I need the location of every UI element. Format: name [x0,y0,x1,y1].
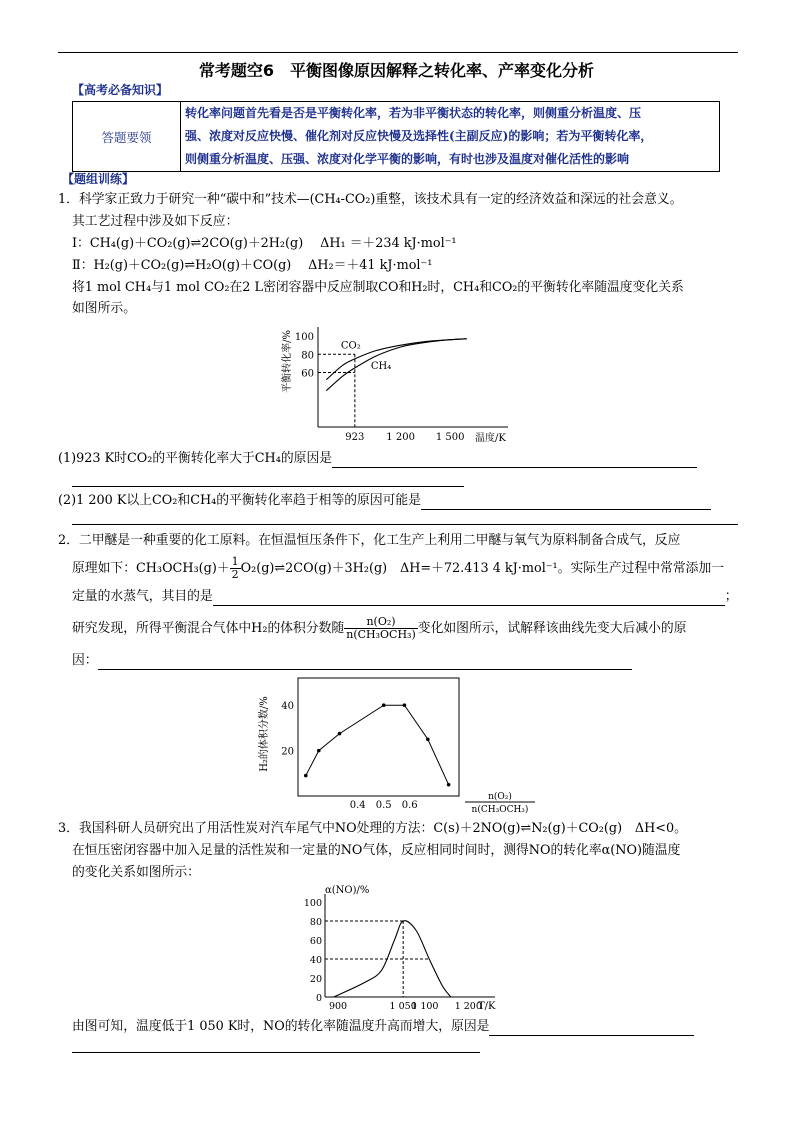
data-point [382,703,386,707]
knowledge-tag: 【高考必备知识】 [72,83,169,97]
q3-line: 在恒压密闭容器中加入足量的活性炭和一定量的NO气体，反应相同时间时，测得NO的转化率α(NO)随温度 [72,843,681,858]
q2-reaction-pre: 原理如下：CH₃OCH₃(g)＋ [72,561,230,576]
y-tick-label: 40 [309,955,322,966]
series-label: CO₂ [340,340,361,352]
q1-reaction-1: Ⅰ：CH₄(g)＋CO₂(g)⇌2CO(g)＋2H₂(g) ΔH₁ ＝＋234 kJ·mol⁻¹ [72,236,457,251]
y-axis-label: H₂的体积分数/% [259,696,270,772]
chart-3-no-conversion [290,882,505,1014]
q2-research-post: 变化如图所示，试解释该曲线先变大后减小的原 [417,621,687,636]
data-point [304,774,308,778]
x-tick-label: 1 100 [411,1001,439,1012]
q2-purpose-end: ； [724,589,738,604]
x-tick-label: 923 [345,432,365,443]
y-tick-label: 0 [315,993,322,1004]
q2-purpose-text: 定量的水蒸气，其目的是 [72,589,213,604]
y-tick-label: 60 [309,936,322,947]
q2-reaction-post: O₂(g)⇌2CO(g)＋3H₂(g) ΔH=＋72.413 4 kJ·mol⁻¹。实际生产过程中常常添加一 [240,561,725,576]
x-tick-label: 0.6 [401,800,418,811]
q3-answer-blank[interactable] [489,1021,694,1036]
y-tick-label: 100 [294,332,314,344]
q2-research-pre: 研究发现，所得平衡混合气体中H₂的体积分数随 [72,621,345,636]
q2-reason [72,652,632,670]
y-tick-label: 80 [309,917,322,928]
q3-question [72,1018,694,1036]
x-axis-label-denominator: n(CH₃OCH₃) [471,805,529,815]
chart-2-plot [257,678,535,815]
q2-reason-text: 因： [72,653,98,668]
ratio-numerator: n(O₂) [344,616,418,629]
y-tick-label: 20 [309,974,322,985]
q1-sub2 [58,492,711,510]
q3-line: 的变化关系如图所示： [72,865,200,880]
x-tick-label: 1 200 [454,1001,482,1012]
data-point [403,703,407,707]
ratio-denominator: n(CH₃OCH₃) [346,628,416,641]
q2-research [72,614,687,644]
q1-line: 如图所示。 [72,301,136,316]
x-tick-label: 0.5 [375,800,392,811]
q1-sub2-answer-blank[interactable] [421,495,711,510]
x-axis-label: T/K [478,1001,496,1012]
header-rule [58,52,738,53]
x-tick-label: 1 050 [389,1001,417,1012]
q2-line: 2．二甲醚是一种重要的化工原料。在恒温恒压条件下，化工生产上利用二甲醚与氧气为原料制备合成气，反应 [58,533,681,548]
x-tick-label: 1 200 [386,432,415,443]
q1-sub2-answer-blank-2[interactable] [72,524,738,525]
knowledge-line: 强、浓度对反应快慢、催化剂对反应快慢及选择性(主副反应)的影响；若为平衡转化率， [185,129,653,143]
data-point [338,732,342,736]
series-line [306,705,449,784]
chart-3-plot [304,885,496,1012]
data-point [426,737,430,741]
y-axis-label: 平衡转化率/% [282,330,293,393]
q1-sub1 [58,450,697,468]
y-tick-label: 40 [281,701,294,713]
data-point [317,749,321,753]
q2-purpose-answer-blank[interactable] [213,591,725,606]
q2-reaction [72,556,724,581]
q1-line: 1．科学家正致力于研究一种“碳中和”技术—(CH₄-CO₂)重整，该技术具有一定的经济效益和深远的社会意义。 [58,192,683,207]
x-tick-label: 1 500 [435,432,465,443]
chart-2-h2-fraction [255,676,540,818]
training-tag: 【题组训练】 [62,172,135,186]
y-axis-label: α(NO)/% [325,885,370,896]
q1-reaction-2: Ⅱ：H₂(g)＋CO₂(g)⇌H₂O(g)＋CO(g) ΔH₂＝＋41 kJ·mol⁻¹ [72,258,433,273]
plot-frame [298,678,459,796]
q1-sub2-text: (2)1 200 K以上CO₂和CH₄的平衡转化率趋于相等的原因可能是 [58,493,422,508]
x-axis-label: 温度/K [475,433,506,444]
half-numerator: 1 [231,555,239,568]
knowledge-line: 则侧重分析温度、压强、浓度对化学平衡的影响，有时也涉及温度对催化活性的影响 [185,152,630,166]
chart-1-plot [280,327,508,444]
knowledge-text [181,102,720,172]
knowledge-line: 转化率问题首先看是否是平衡转化率，若为非平衡状态的转化率，则侧重分析温度、压 [185,106,642,120]
y-tick-label: 20 [281,746,294,758]
data-point [447,783,451,787]
q2-purpose [72,588,738,606]
x-tick-label: 900 [328,1001,348,1012]
q1-sub1-text: (1)923 K时CO₂的平衡转化率大于CH₄的原因是 [58,451,333,466]
y-tick-label: 100 [303,898,322,909]
q1-sub1-answer-blank-2[interactable] [72,486,464,487]
half-denominator: 2 [231,568,239,581]
knowledge-table [72,101,720,172]
chart-1-conversion-vs-temperature [270,322,520,447]
knowledge-label: 答题要领 [73,102,181,172]
q1-sub1-answer-blank[interactable] [332,453,697,468]
q1-line: 将1 mol CH₄与1 mol CO₂在2 L密闭容器中反应制取CO和H₂时，CH₄和CO₂的平衡转化率随温度变化关系 [72,280,684,295]
q2-reason-answer-blank[interactable] [98,655,632,670]
x-axis-label-numerator: n(O₂) [488,792,512,802]
y-tick-label: 60 [301,368,314,380]
y-tick-label: 80 [301,350,314,362]
x-tick-label: 0.4 [349,800,366,811]
series-label: CH₄ [370,360,392,372]
q3-question-text: 由图可知，温度低于1 050 K时，NO的转化率随温度升高而增大，原因是 [72,1019,490,1034]
q3-line: 3．我国科研人员研究出了用活性炭对汽车尾气中NO处理的方法：C(s)＋2NO(g)⇌N₂(g)＋CO₂(g) ΔH<0。 [58,821,687,836]
q1-line: 其工艺过程中涉及如下反应： [72,214,239,229]
q2-ratio-fraction [344,616,418,641]
q2-half-fraction [230,556,241,581]
page-title: 常考题空6 平衡图像原因解释之转化率、产率变化分析 [198,61,595,80]
q3-answer-blank-2[interactable] [72,1052,480,1053]
